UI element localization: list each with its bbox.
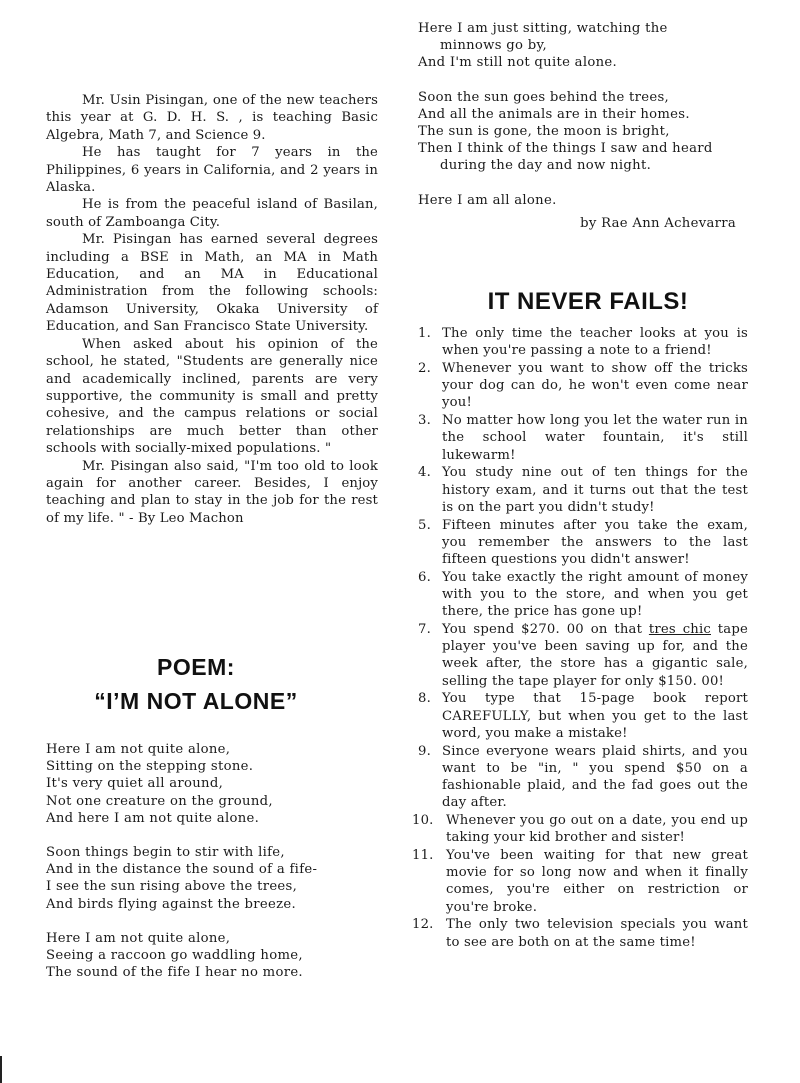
item-text: You study nine out of ten things for the history exam, and it turns out that the test is on the part you didn't study! (442, 465, 748, 515)
poem-line: Not one creature on the ground, (46, 793, 273, 809)
poem-stanza (46, 741, 386, 827)
it-never-fails-heading: IT NEVER FAILS! (487, 288, 689, 315)
article-paragraph: Mr. Pisingan has earned several degrees including a BSE in Math, an MA in Math Education, and an MA in Educational Administration from the following schools: Adamson University, Okaka University of Education, and San Francisco State University. (46, 232, 378, 335)
poem-line: Here I am all alone. (418, 192, 557, 208)
item-text-before: You spend $270. 00 on that (442, 622, 649, 638)
item-text: You type that 15-page book report CAREFULLY, but when you get to the last word, you make a mistake! (442, 691, 748, 741)
poem-byline: by Rae Ann Achevarra (580, 215, 736, 231)
poem-line: The sound of the fife I hear no more. (46, 965, 303, 981)
poem-title: “I’M NOT ALONE” (94, 688, 298, 714)
item-number: 8. (418, 691, 431, 707)
item-number: 3. (418, 413, 431, 429)
item-text: The only time the teacher looks at you is when you're passing a note to a friend! (442, 326, 748, 359)
poem-line: And here I am not quite alone. (46, 810, 260, 826)
item-text: No matter how long you let the water run in the school water fountain, it's still lukewarm! (442, 413, 748, 463)
poem-stanza (418, 192, 748, 209)
item-number: 6. (418, 569, 431, 585)
item-number: 7. (418, 622, 431, 638)
poem-line: Seeing a raccoon go waddling home, (46, 948, 303, 964)
poem-heading-label: POEM: (157, 654, 235, 680)
item-text: You take exactly the right amount of money with you to the store, and when you get there, the price has gone up! (442, 569, 748, 620)
poem-stanza (418, 20, 748, 72)
poem-stanza (418, 89, 748, 175)
item-text: The only two television specials you want to see are both on at the same time! (446, 917, 748, 950)
list-item (418, 743, 748, 812)
list-item (412, 847, 748, 916)
poem-line: And in the distance the sound of a fife- (46, 862, 318, 878)
list-item (418, 325, 748, 359)
item-text: Whenever you go out on a date, you end up taking your kid brother and sister! (446, 813, 748, 846)
item-text: Since everyone wears plaid shirts, and you want to be "in, " you spend $50 on a fashionable plaid, and the fad goes out the day after. (442, 743, 748, 811)
poem-line: And birds flying against the breeze. (46, 896, 296, 912)
article-paragraph: When asked about his opinion of the school, he stated, "Students are generally nice and academically inclined, parents are very supportive, the community is small and pretty cohesive, and the campus relations or social relationships are much better than other schools with socially-mixed populations. " (46, 336, 378, 457)
poem-line: And I'm still not quite alone. (418, 55, 617, 71)
article-paragraph: Mr. Usin Pisingan, one of the new teachers this year at G. D. H. S. , is teaching Basic Algebra, Math 7, and Science 9. (46, 93, 378, 143)
poem-stanza (46, 930, 386, 982)
article-paragraph: Mr. Pisingan also said, "I'm too old to look again for another career. Besides, I enjoy teaching and plan to stay in the job for the rest of my life. " - By Leo Machon (46, 458, 378, 526)
poem-line: Sitting on the stepping stone. (46, 759, 254, 775)
item-text: You've been waiting for that new great movie for so long now and when it finally comes, you're either on restriction or you're broke. (446, 848, 748, 915)
list-item (418, 517, 748, 569)
poem-line: Here I am not quite alone, (46, 930, 231, 946)
poem-line: I see the sun rising above the trees, (46, 879, 298, 895)
list-item (418, 464, 748, 516)
poem-heading (46, 650, 346, 718)
item-text-underlined: tres chic (648, 622, 711, 638)
it-never-fails-list (412, 325, 748, 951)
poem-stanza (46, 844, 386, 913)
item-number: 12. (412, 917, 434, 933)
item-number: 4. (418, 465, 431, 481)
item-number: 9. (418, 743, 431, 759)
poem-line: Then I think of the things I saw and heard (418, 141, 713, 157)
poem-body-part-2 (418, 20, 748, 232)
item-text: Fifteen minutes after you take the exam, you remember the answers to the last fifteen questions you didn't answer! (442, 517, 748, 568)
list-item (418, 690, 748, 742)
list-item (418, 412, 748, 464)
teacher-profile-article (46, 92, 378, 527)
list-item (418, 569, 748, 621)
list-item (412, 916, 748, 950)
item-text: Whenever you want to show off the tricks your dog can do, he won't even come near you! (442, 361, 748, 411)
poem-line: It's very quiet all around, (46, 776, 224, 792)
article-paragraph: He has taught for 7 years in the Philippines, 6 years in California, and 2 years in Alaska. (46, 145, 378, 196)
list-item (418, 621, 748, 690)
item-number: 5. (418, 517, 431, 533)
poem-body-part-1 (46, 741, 386, 998)
item-text-after: tape player you've been saving up for, and the week after, the store has a gigantic sale, selling the tape player for only $150. 00! (442, 622, 748, 689)
poem-line: Soon the sun goes behind the trees, (418, 89, 670, 105)
poem-line: The sun is gone, the moon is bright, (418, 124, 670, 140)
poem-line: Soon things begin to stir with life, (46, 845, 285, 861)
item-number: 11. (412, 848, 434, 864)
article-paragraph: He is from the peaceful island of Basilan, south of Zamboanga City. (46, 197, 378, 230)
poem-line: And all the animals are in their homes. (418, 106, 690, 122)
scan-edge-mark (0, 1056, 2, 1083)
list-item (418, 360, 748, 412)
item-number: 2. (418, 361, 431, 376)
poem-line: Here I am just sitting, watching the (418, 21, 668, 36)
poem-line: Here I am not quite alone, (46, 742, 231, 757)
item-number: 1. (418, 326, 431, 341)
poem-line: during the day and now night. (440, 158, 652, 174)
poem-line: minnows go by, (440, 38, 548, 54)
list-item (412, 812, 748, 846)
item-number: 10. (412, 813, 434, 829)
